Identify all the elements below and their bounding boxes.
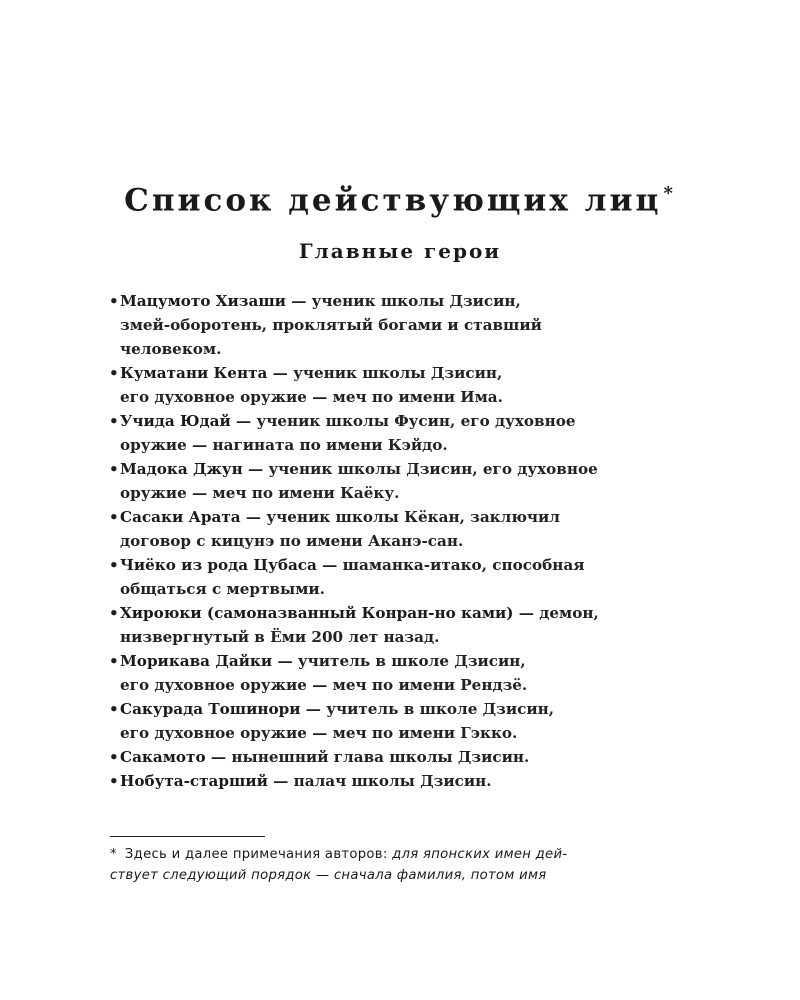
footnote-reference-marker: * [663, 183, 676, 204]
character-entry [108, 745, 668, 769]
character-description-line: — учитель в школе Дзисин, [300, 700, 555, 718]
character-description-line: — ученик школы Кёкан, заключил [240, 508, 561, 526]
character-description-line: змей-оборотень, проклятый богами и ставший [120, 316, 542, 334]
character-name: Морикава Дайки [120, 652, 273, 670]
character-name: Чиёко из рода Цубаса [120, 556, 317, 574]
bullet-icon: • [109, 412, 119, 430]
character-description-line: — ученик школы Дзисин, его духовное [242, 460, 598, 478]
bullet-icon: • [109, 748, 119, 766]
character-entry [108, 553, 668, 601]
page-title [0, 174, 800, 220]
character-name: Нобута-старший [120, 772, 268, 790]
character-entry [108, 361, 668, 409]
character-list [108, 289, 668, 793]
character-entry [108, 505, 668, 553]
character-description-line: — учитель в школе Дзисин, [272, 652, 526, 670]
character-name: Мацумото Хизаши [120, 292, 286, 310]
character-description-line: человеком. [120, 340, 222, 358]
page-title-text: Список действующих лиц [124, 182, 662, 219]
character-description-line: низвергнутый в Ёми 200 лет назад. [120, 628, 440, 646]
footnote-italic-text-1: для японских имен дей- [392, 847, 568, 862]
bullet-icon: • [109, 772, 119, 790]
character-entry [108, 289, 668, 361]
character-description-line: — ученик школы Дзисин, [267, 364, 503, 382]
character-name: Сасаки Арата [120, 508, 241, 526]
footnote-text: Здесь и далее примечания авторов: [124, 847, 393, 862]
footnote [110, 844, 650, 886]
bullet-icon: • [109, 460, 119, 478]
footnote-divider [110, 836, 265, 837]
character-entry [108, 457, 668, 505]
character-description-line: — ученик школы Фусин, его духовное [230, 412, 576, 430]
character-entry [108, 697, 668, 745]
character-description-line: — палач школы Дзисин. [267, 772, 492, 790]
bullet-icon: • [109, 364, 119, 382]
character-description-line: оружие — нагината по имени Кэйдо. [120, 436, 448, 454]
character-entry [108, 649, 668, 697]
section-heading: Главные герои [298, 239, 502, 263]
character-description-line: его духовное оружие — меч по имени Рендзё. [120, 676, 528, 694]
bullet-icon: • [109, 556, 119, 574]
bullet-icon: • [109, 508, 119, 526]
character-entry [108, 409, 668, 457]
character-name: Сакамото [120, 748, 206, 766]
bullet-icon: • [109, 700, 119, 718]
character-description-line: его духовное оружие — меч по имени Гэкко. [120, 724, 518, 742]
character-name: Учида Юдай [120, 412, 231, 430]
character-name: Сакурада Тошинори [120, 700, 301, 718]
character-description-line: его духовное оружие — меч по имени Има. [120, 388, 503, 406]
bullet-icon: • [109, 604, 119, 622]
character-description-line: — ученик школы Дзисин, [285, 292, 521, 310]
bullet-icon: • [109, 292, 119, 310]
footnote-italic-text-2: ствует следующий порядок — сначала фамилия, потом имя [110, 868, 547, 883]
character-description-line: — демон, [513, 604, 599, 622]
character-entry [108, 601, 668, 649]
bullet-icon: • [109, 652, 119, 670]
character-name: Хироюки (самоназванный Конран-но ками) [120, 604, 514, 622]
character-description-line: оружие — меч по имени Каёку. [120, 484, 400, 502]
character-description-line: — шаманка-итако, способная [316, 556, 585, 574]
character-description-line: договор с кицунэ по имени Аканэ-сан. [120, 532, 464, 550]
footnote-marker: * [110, 847, 117, 862]
character-name: Куматани Кента [120, 364, 268, 382]
character-name: Мадока Джун [120, 460, 243, 478]
character-entry [108, 769, 668, 793]
character-description-line: общаться с мертвыми. [120, 580, 325, 598]
character-description-line: — нынешний глава школы Дзисин. [205, 748, 530, 766]
